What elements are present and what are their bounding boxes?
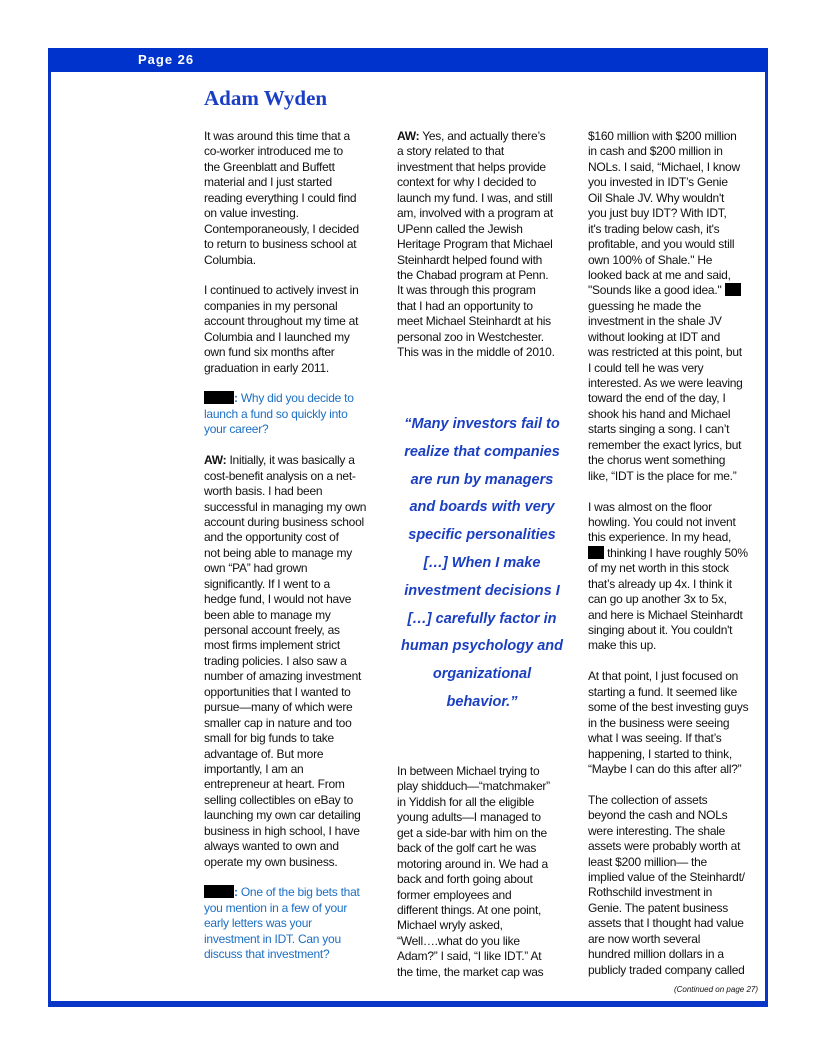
- text-line: in the business were seeing: [588, 715, 730, 730]
- text-line: [204, 885, 389, 900]
- text-line: [204, 391, 389, 406]
- pull-quote-line: […] carefully factor in: [407, 610, 557, 627]
- text-line: “Well….what do you like: [397, 933, 520, 948]
- text-line: different things. At one point,: [397, 902, 542, 917]
- text-line: Columbia.: [204, 252, 256, 267]
- column-3: [588, 129, 773, 978]
- text-line: profitable, and you would still: [588, 237, 735, 252]
- line-text: you mention in a few of your: [204, 900, 348, 915]
- text-line: the chorus went something: [588, 453, 726, 468]
- text-line: you invested in IDT’s Genie: [588, 175, 728, 190]
- line-text: : Why did you decide to: [234, 391, 354, 406]
- speaker-label: AW:: [397, 129, 420, 143]
- text-line: can go up another 3x to 5x,: [588, 592, 727, 607]
- text-line: and the opportunity cost of: [204, 530, 339, 545]
- text-line: [588, 654, 773, 669]
- text-line: [204, 932, 389, 947]
- line-text: your career?: [204, 422, 269, 437]
- text-line: former employees and: [397, 887, 512, 902]
- line-text: discuss that investment?: [204, 947, 330, 962]
- text-line: to return to business school at: [204, 237, 357, 252]
- text-line: Heritage Program that Michael: [397, 237, 553, 252]
- text-line: on value investing.: [204, 206, 299, 221]
- text-line: [204, 268, 389, 283]
- pull-quote-line: human psychology and: [401, 638, 563, 655]
- text-line: launch my fund. I was, and still: [397, 190, 553, 205]
- text-line: get a side-bar with him on the: [397, 825, 547, 840]
- text-line: was restricted at this point, but: [588, 345, 742, 360]
- text-line: It was through this program: [397, 283, 536, 298]
- text-line: play shidduch—“matchmaker”: [397, 779, 550, 794]
- pull-quote-line: behavior.”: [446, 693, 518, 710]
- text-line: the Chabad program at Penn.: [397, 267, 549, 282]
- text-line: hedge fund, I would not have: [204, 592, 352, 607]
- text-line: own fund six months after: [204, 345, 335, 360]
- text-line: [204, 453, 389, 468]
- text-line: Columbia and I launched my: [204, 329, 350, 344]
- text-line: [588, 484, 773, 499]
- text-line: some of the best investing guys: [588, 700, 749, 715]
- text-line: hundred million dollars in a: [588, 947, 724, 962]
- article-title: Adam Wyden: [204, 86, 328, 110]
- text-line: young adults—I managed to: [397, 810, 541, 825]
- speaker-label: AW:: [204, 453, 227, 468]
- text-line: small for big funds to take: [204, 731, 334, 746]
- text-line: [204, 916, 389, 931]
- text-line: what I was seeing. If that’s: [588, 731, 722, 746]
- continued-note: (Continued on page 27): [673, 985, 758, 994]
- text-line: am, involved with a program at: [397, 206, 553, 221]
- text-line: Steinhardt helped found with: [397, 252, 543, 267]
- text-line: own “PA” had grown: [204, 561, 308, 576]
- text-line: remember the exact lyrics, but: [588, 437, 742, 452]
- pull-quote-line: organizational: [432, 666, 532, 683]
- text-line: of my net worth in this stock: [588, 561, 729, 576]
- column-1: [204, 129, 389, 963]
- text-line: Oil Shale JV. Why wouldn't: [588, 190, 725, 205]
- text-line: [588, 546, 773, 561]
- text-line: you just buy IDT? With IDT,: [588, 206, 727, 221]
- text-line: like, “IDT is the place for me.”: [588, 468, 737, 483]
- text-line: I could tell he was very: [588, 360, 704, 375]
- text-line: It was around this time that a: [204, 129, 350, 143]
- text-line: shook his hand and Michael: [588, 406, 731, 421]
- text-line: In between Michael trying to: [397, 764, 540, 778]
- text-line: meet Michael Steinhardt at his: [397, 314, 551, 329]
- text-line: worth basis. I had been: [204, 484, 323, 499]
- text-line: [397, 129, 582, 144]
- text-line: guessing he made the: [588, 298, 702, 313]
- text-line: starting a fund. It seemed like: [588, 684, 737, 699]
- text-line: are now worth several: [588, 931, 701, 946]
- text-line: [204, 870, 389, 885]
- text-line: launching my own car detailing: [204, 808, 361, 823]
- text-line: that I had an opportunity to: [397, 298, 533, 313]
- text-line: advantage of. But more: [204, 746, 324, 761]
- text-line: singing about it. You couldn't: [588, 623, 733, 637]
- text-line: it's trading below cash, it's: [588, 221, 720, 236]
- text-line: $160 million with $200 million: [588, 129, 737, 143]
- text-line: howling. You could not invent: [588, 514, 736, 529]
- text-line: entrepreneur at heart. From: [204, 777, 345, 792]
- text-line: [588, 283, 773, 298]
- text-line: the time, the market cap was: [397, 964, 544, 979]
- text-line: assets were probably worth at: [588, 839, 741, 854]
- text-line: graduation in early 2011.: [204, 360, 329, 375]
- text-line: I was almost on the floor: [588, 499, 712, 514]
- text-line: account during business school: [204, 514, 364, 529]
- line-text: Yes, and actually there’s: [419, 129, 546, 143]
- column-2: [397, 129, 582, 361]
- text-line: the Greenblatt and Buffett: [204, 159, 335, 174]
- text-line: NOLs. I said, “Michael, I know: [588, 159, 740, 174]
- line-text: Initially, it was basically a: [226, 453, 355, 468]
- redaction-box: [725, 283, 741, 296]
- text-line: “Maybe I can do this after all?”: [588, 761, 742, 776]
- text-line: assets that I thought had value: [588, 916, 744, 931]
- text-line: implied value of the Steinhardt/: [588, 870, 745, 884]
- text-line: UPenn called the Jewish: [397, 221, 523, 236]
- text-line: been able to manage my: [204, 607, 331, 622]
- pull-quote-line: realize that companies: [404, 443, 560, 460]
- text-line: most firms implement strict: [204, 638, 340, 653]
- column-2-lower: [397, 764, 582, 980]
- text-line: were interesting. The shale: [588, 823, 726, 838]
- text-line: that’s already up 4x. I think it: [588, 576, 732, 591]
- text-line: Michael wryly asked,: [397, 918, 503, 933]
- text-line: business in high school, I have: [204, 823, 360, 838]
- text-line: material and I just started: [204, 175, 332, 190]
- pull-quote-line: and boards with very: [409, 499, 555, 516]
- text-line: smaller cap in nature and too: [204, 715, 352, 730]
- text-line: always wanted to own and: [204, 839, 339, 854]
- line-text: launch a fund so quickly into: [204, 406, 348, 421]
- pull-quote-line: are run by managers: [410, 471, 554, 488]
- text-line: [204, 947, 389, 962]
- line-text: investment in IDT. Can you: [204, 931, 341, 946]
- text-line: publicly traded company called: [588, 962, 745, 977]
- text-line: At that point, I just focused on: [588, 669, 739, 684]
- page-number: Page 26: [138, 52, 195, 67]
- text-line: companies in my personal: [204, 298, 338, 313]
- text-line: looked back at me and said,: [588, 267, 731, 282]
- text-line: own 100% of Shale." He: [588, 252, 713, 267]
- line-text: early letters was your: [204, 916, 312, 931]
- text-line: [204, 438, 389, 453]
- text-line: back and forth going about: [397, 872, 533, 887]
- text-line: pursue—many of which were: [204, 700, 353, 715]
- text-line: [204, 901, 389, 916]
- text-line: toward the end of the day, I: [588, 391, 726, 406]
- pull-quote-line: […] When I make: [423, 554, 541, 571]
- text-line: not being able to manage my: [204, 545, 353, 560]
- redaction-box: [204, 391, 234, 404]
- text-line: account throughout my time at: [204, 314, 359, 329]
- text-line: least $200 million— the: [588, 854, 707, 869]
- text-line: this experience. In my head,: [588, 530, 732, 545]
- pull-quote-line: specific personalities: [408, 527, 556, 544]
- text-line: personal account freely, as: [204, 623, 340, 637]
- text-line: This was in the middle of 2010.: [397, 345, 555, 360]
- line-text: "Sounds like a good idea.": [588, 283, 725, 298]
- text-line: beyond the cash and NOLs: [588, 808, 728, 823]
- text-line: operate my own business.: [204, 854, 338, 869]
- text-line: in Yiddish for all the eligible: [397, 794, 535, 809]
- text-line: in cash and $200 million in: [588, 144, 723, 159]
- redaction-box: [588, 546, 604, 559]
- text-line: happening, I started to think,: [588, 746, 732, 761]
- text-line: [204, 376, 389, 391]
- text-line: make this up.: [588, 638, 657, 653]
- text-line: co-worker introduced me to: [204, 144, 343, 159]
- text-line: investment that helps provide: [397, 159, 546, 174]
- text-line: without looking at IDT and: [588, 329, 721, 344]
- text-line: Adam?” I said, “I like IDT.” At: [397, 949, 542, 964]
- text-line: selling collectibles on eBay to: [204, 792, 354, 807]
- text-line: significantly. If I went to a: [204, 576, 330, 591]
- pull-quote-line: “Many investors fail to: [404, 416, 560, 432]
- text-line: investment in the shale JV: [588, 314, 722, 329]
- text-line: trading policies. I also saw a: [204, 653, 347, 668]
- text-line: context for why I decided to: [397, 175, 537, 190]
- text-line: personal zoo in Westchester.: [397, 329, 544, 344]
- line-text: thinking I have roughly 50%: [604, 545, 748, 560]
- text-line: back of the golf cart he was: [397, 841, 537, 856]
- text-line: Contemporaneously, I decided: [204, 221, 359, 236]
- text-line: Rothschild investment in: [588, 885, 713, 900]
- text-line: a story related to that: [397, 144, 504, 159]
- text-line: interested. As we were leaving: [588, 376, 743, 390]
- text-line: importantly, I am an: [204, 761, 304, 776]
- text-line: successful in managing my own: [204, 499, 367, 514]
- text-line: starts singing a song. I can’t: [588, 422, 730, 437]
- pull-quote-line: investment decisions I: [404, 582, 560, 599]
- text-line: and here is Michael Steinhardt: [588, 607, 743, 622]
- text-line: [204, 407, 389, 422]
- text-line: cost-benefit analysis on a net-: [204, 468, 356, 483]
- text-line: Genie. The patent business: [588, 900, 729, 915]
- text-line: I continued to actively invest in: [204, 283, 359, 298]
- text-line: [588, 777, 773, 792]
- text-line: opportunities that I wanted to: [204, 684, 351, 699]
- text-line: [204, 422, 389, 437]
- text-line: The collection of assets: [588, 792, 708, 807]
- text-line: motoring around in. We had a: [397, 856, 548, 871]
- text-line: number of amazing investment: [204, 669, 362, 684]
- pull-quote: [397, 411, 567, 717]
- text-line: reading everything I could find: [204, 190, 357, 205]
- redaction-box: [204, 885, 234, 898]
- line-text: : One of the big bets that: [234, 885, 360, 900]
